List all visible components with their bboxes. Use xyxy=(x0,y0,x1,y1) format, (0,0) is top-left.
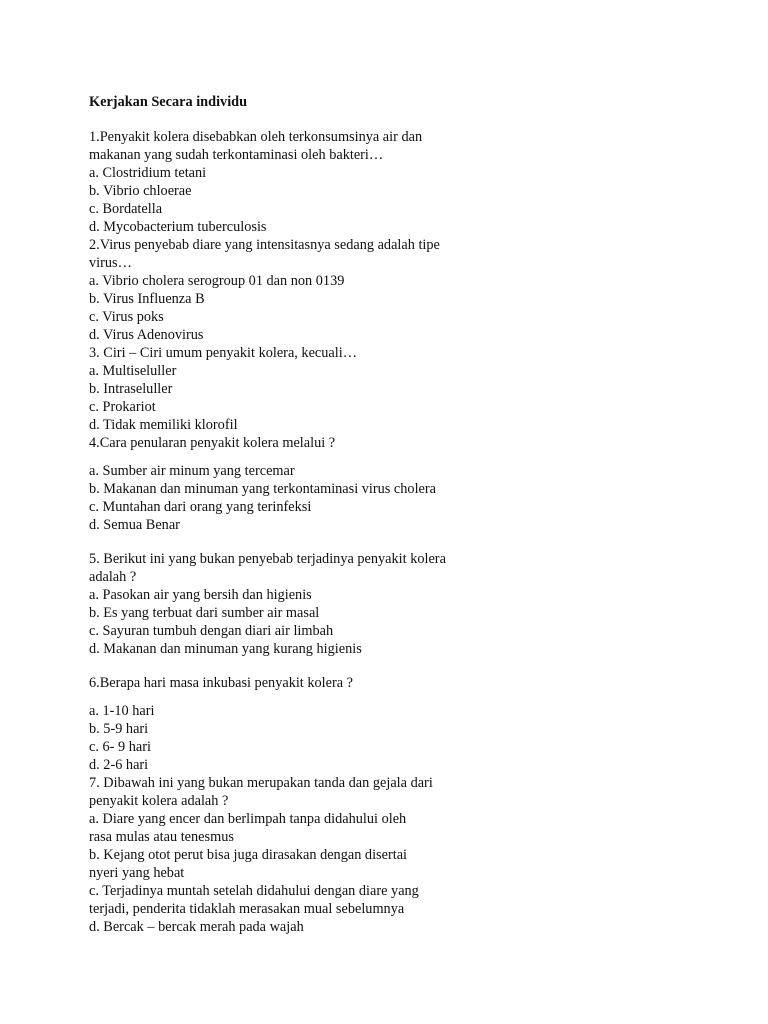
question-2 xyxy=(89,236,729,344)
answer-option: c. 6- 9 hari xyxy=(89,739,151,755)
answer-option: b. Intraseluller xyxy=(89,381,173,397)
answer-option: d. Virus Adenovirus xyxy=(89,327,204,343)
answer-option-continuation: rasa mulas atau tenesmus xyxy=(89,829,234,845)
question-text: 5. Berikut ini yang bukan penyebab terjadinya penyakit kolera xyxy=(89,551,446,567)
question-text: 3. Ciri – Ciri umum penyakit kolera, kecuali… xyxy=(89,345,358,361)
answer-option: c. Muntahan dari orang yang terinfeksi xyxy=(89,499,312,515)
question-1 xyxy=(89,128,729,236)
answer-option: b. Es yang terbuat dari sumber air masal xyxy=(89,605,320,621)
answer-option: a. Multiseluller xyxy=(89,363,177,379)
question-7 xyxy=(89,774,729,936)
answer-option: b. 5-9 hari xyxy=(89,721,149,737)
answer-option: c. Prokariot xyxy=(89,399,156,415)
question-text: 7. Dibawah ini yang bukan merupakan tanda dan gejala dari xyxy=(89,775,433,791)
answer-option: a. Vibrio cholera serogroup 01 dan non 0139 xyxy=(89,273,345,289)
answer-option: a. Sumber air minum yang tercemar xyxy=(89,463,295,479)
question-text: makanan yang sudah terkontaminasi oleh bakteri… xyxy=(89,147,384,163)
answer-option: d. Makanan dan minuman yang kurang higienis xyxy=(89,641,362,657)
answer-option: a. Pasokan air yang bersih dan higienis xyxy=(89,587,312,603)
question-text: 1.Penyakit kolera disebabkan oleh terkonsumsinya air dan xyxy=(89,129,423,145)
document-title: Kerjakan Secara individu xyxy=(89,94,248,110)
answer-option: a. Clostridium tetani xyxy=(89,165,207,181)
question-3 xyxy=(89,344,729,434)
answer-option: c. Terjadinya muntah setelah didahului dengan diare yang xyxy=(89,883,419,899)
question-text: virus… xyxy=(89,255,132,271)
answer-option: d. Tidak memiliki klorofil xyxy=(89,417,238,433)
answer-option-continuation: terjadi, penderita tidaklah merasakan mual sebelumnya xyxy=(89,901,405,917)
question-text: adalah ? xyxy=(89,569,137,585)
answer-option: a. Diare yang encer dan berlimpah tanpa didahului oleh xyxy=(89,811,407,827)
answer-option: c. Bordatella xyxy=(89,201,163,217)
answer-option: d. Mycobacterium tuberculosis xyxy=(89,219,267,235)
question-text: 6.Berapa hari masa inkubasi penyakit kolera ? xyxy=(89,675,353,691)
answer-option: c. Sayuran tumbuh dengan diari air limbah xyxy=(89,623,334,639)
question-4 xyxy=(89,434,729,534)
answer-option: b. Kejang otot perut bisa juga dirasakan dengan disertai xyxy=(89,847,408,863)
answer-option: b. Vibrio chloerae xyxy=(89,183,192,199)
question-text: 2.Virus penyebab diare yang intensitasnya sedang adalah tipe xyxy=(89,237,440,253)
answer-option: c. Virus poks xyxy=(89,309,164,325)
answer-option: d. Semua Benar xyxy=(89,517,180,533)
question-text: penyakit kolera adalah ? xyxy=(89,793,229,809)
answer-option: a. 1-10 hari xyxy=(89,703,155,719)
answer-option: b. Virus Influenza B xyxy=(89,291,205,307)
answer-option: d. 2-6 hari xyxy=(89,757,149,773)
question-6 xyxy=(89,674,729,774)
question-text: 4.Cara penularan penyakit kolera melalui ? xyxy=(89,435,336,451)
answer-option: d. Bercak – bercak merah pada wajah xyxy=(89,919,304,935)
answer-option-continuation: nyeri yang hebat xyxy=(89,865,185,881)
question-5 xyxy=(89,550,729,658)
document-page xyxy=(89,93,729,936)
answer-option: b. Makanan dan minuman yang terkontaminasi virus cholera xyxy=(89,481,436,497)
